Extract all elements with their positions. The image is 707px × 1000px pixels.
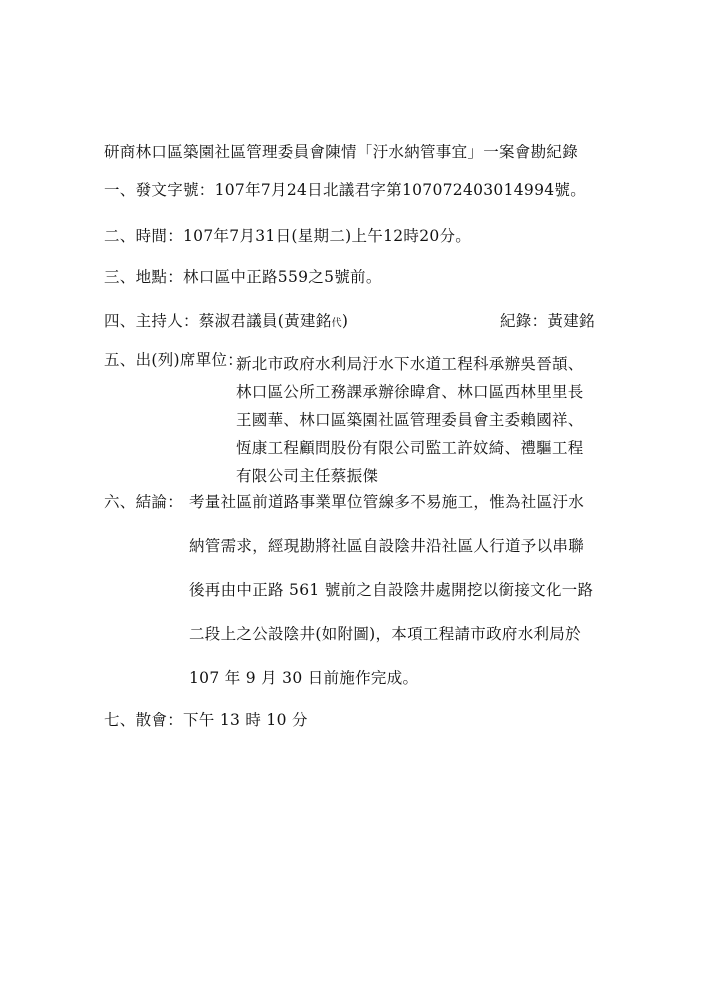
host-proxy-mark: 代 — [331, 318, 342, 329]
conclusion-line: 二段上之公設陰井(如附圖)，本項工程請市政府水利局於 — [189, 625, 581, 643]
time-item: 二、時間：107年7月31日(星期二)上午12時20分。 — [104, 227, 472, 245]
conclusion-line: 考量社區前道路事業單位管線多不易施工，惟為社區汙水 — [189, 493, 585, 511]
host-text: 四、主持人：蔡淑君議員(黃建銘 — [104, 312, 332, 330]
attendees-line: 林口區公所工務課承辦徐暐倉、林口區西林里里長 — [236, 383, 584, 401]
location-item: 三、地點：林口區中正路559之5號前。 — [104, 268, 382, 286]
conclusion-line: 後再由中正路 561 號前之自設陰井處開挖以銜接文化一路 — [189, 581, 594, 599]
attendees-line: 王國華、林口區築園社區管理委員會主委賴國祥、 — [236, 411, 584, 429]
attendees-line: 有限公司主任蔡振傑 — [236, 467, 379, 485]
document-title: 研商林口區築園社區管理委員會陳情「汙水納管事宜」一案會勘紀錄 — [104, 143, 579, 161]
host-close: ) — [341, 312, 349, 330]
conclusion-line: 納管需求，經現勘將社區自設陰井沿社區人行道予以串聯 — [189, 537, 585, 555]
recorder-item: 紀錄：黃建銘 — [500, 312, 595, 330]
attendees-line: 新北市政府水利局汙水下水道工程科承辦吳晉頡、 — [236, 355, 584, 373]
conclusion-line: 107 年 9 月 30 日前施作完成。 — [189, 669, 419, 687]
conclusion-label: 六、結論： — [104, 493, 184, 511]
adjourn-item: 七、散會：下午 13 時 10 分 — [104, 711, 308, 729]
attendees-list — [236, 350, 621, 490]
attendees-line: 恆康工程顧問股份有限公司監工許妏綺、禮驅工程 — [236, 439, 584, 457]
doc-number-item: 一、發文字號：107年7月24日北議君字第107072403014994號。 — [104, 181, 586, 199]
host-item — [104, 311, 348, 334]
attendees-label: 五、出(列)席單位： — [104, 351, 244, 369]
